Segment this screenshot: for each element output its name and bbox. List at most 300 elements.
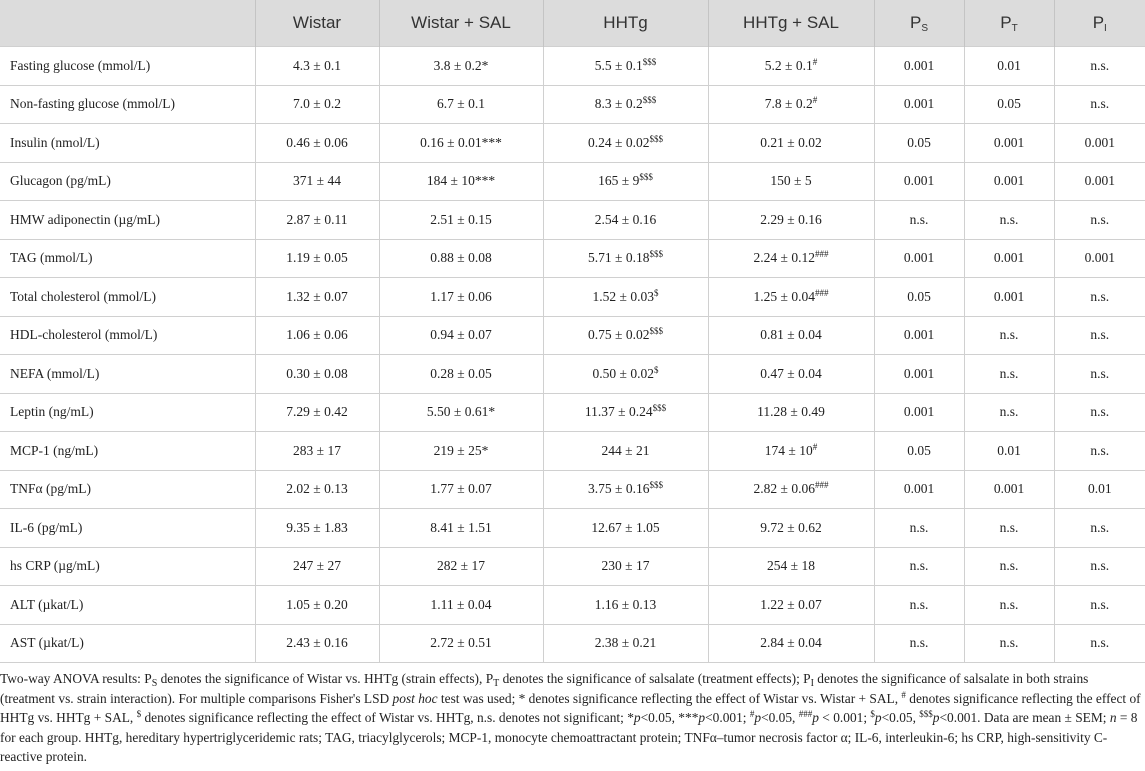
- table-header-row: [0, 0, 1145, 47]
- table-cell: [964, 509, 1054, 548]
- table-row: [0, 124, 1145, 163]
- table-cell: [379, 239, 543, 278]
- significance-marker: $$$: [649, 133, 663, 144]
- cell-value: 1.17 ± 0.06: [430, 288, 492, 304]
- footnote-segment: p: [754, 710, 762, 726]
- cell-value: 1.06 ± 0.06: [286, 327, 348, 343]
- footnote-segment: denotes the significance of Wistar vs. HHTg (strain effects), P: [157, 671, 494, 686]
- cell-value: 5.2 ± 0.1: [764, 57, 813, 73]
- cell-value: 2.54 ± 0.16: [594, 211, 657, 227]
- table-row: [0, 201, 1145, 240]
- cell-value: 150 ± 5: [770, 173, 812, 189]
- table-cell: [255, 547, 379, 586]
- cell-value: 0.94 ± 0.07: [430, 327, 492, 343]
- table-cell: [255, 201, 379, 240]
- table-cell: [543, 509, 708, 548]
- table-cell: [379, 509, 543, 548]
- table-row: [0, 239, 1145, 278]
- table-cell: [1054, 201, 1145, 240]
- table-cell: [708, 470, 874, 509]
- table-cell: [379, 85, 543, 124]
- cell-value: 0.001: [1084, 250, 1115, 266]
- table-cell: [379, 393, 543, 432]
- cell-value: 0.001: [903, 250, 935, 266]
- cell-value: 1.77 ± 0.07: [430, 481, 492, 497]
- cell-value: 282 ± 17: [437, 558, 485, 574]
- row-label-cell: [0, 85, 255, 124]
- table-cell: [874, 201, 964, 240]
- cell-value: 184 ± 10***: [426, 173, 496, 189]
- cell-value: n.s.: [909, 211, 929, 227]
- table-cell: [543, 624, 708, 663]
- row-label: Fasting glucose (mmol/L): [10, 57, 151, 73]
- table-cell: [708, 624, 874, 663]
- row-label-cell: [0, 470, 255, 509]
- table-cell: [874, 393, 964, 432]
- table-cell: [543, 162, 708, 201]
- cell-value: 6.7 ± 0.1: [437, 96, 485, 112]
- table-cell: [708, 509, 874, 548]
- table-cell: [964, 162, 1054, 201]
- table-cell: [964, 355, 1054, 394]
- cell-value: 0.05: [907, 442, 931, 458]
- table-cell: [255, 239, 379, 278]
- table-cell: [964, 85, 1054, 124]
- table-cell: [543, 201, 708, 240]
- table-cell: [543, 470, 708, 509]
- table-cell: [255, 509, 379, 548]
- cell-value: n.s.: [999, 519, 1019, 535]
- cell-value: 247 ± 27: [293, 558, 341, 574]
- cell-value: 230 ± 17: [601, 558, 650, 574]
- significance-marker: ###: [814, 249, 829, 260]
- cell-value: 0.001: [993, 481, 1025, 497]
- cell-value: 0.001: [903, 96, 935, 112]
- footnote-segment: = 8 for each group. HHTg, hereditary hypertriglyceridemic rats; TAG, triacylglycerols; MCP-1, monocyte chemoattractant protein; TNFα–tumor necrosis factor α; IL-6, interleukin-6; hs CRP, high-sensitivity C-reactive protein.: [0, 710, 1138, 765]
- significance-marker: ###: [814, 480, 829, 491]
- significance-marker: $: [653, 364, 659, 375]
- cell-value: 9.72 ± 0.62: [760, 519, 822, 535]
- row-label: TAG (mmol/L): [10, 250, 93, 266]
- footnote-segment: p: [633, 710, 641, 726]
- cell-value: 0.001: [993, 250, 1025, 266]
- table-row: [0, 47, 1145, 86]
- cell-value: n.s.: [909, 519, 929, 535]
- cell-value: 1.32 ± 0.07: [286, 288, 348, 304]
- cell-value: n.s.: [1090, 404, 1110, 420]
- column-header-subscript: T: [1011, 23, 1018, 34]
- footnote-segment: ˂0.001. Data are mean ± SEM;: [939, 710, 1110, 726]
- row-label: Non-fasting glucose (mmol/L): [10, 96, 175, 112]
- cell-value: 2.82 ± 0.06: [753, 481, 815, 497]
- row-label-cell: [0, 509, 255, 548]
- table-cell: [543, 47, 708, 86]
- table-row: [0, 278, 1145, 317]
- cell-value: 5.71 ± 0.18: [588, 250, 650, 266]
- footnote-segment: n: [1109, 710, 1117, 726]
- table-cell: [255, 586, 379, 625]
- table-cell: [255, 162, 379, 201]
- row-label-cell: [0, 162, 255, 201]
- cell-value: 0.28 ± 0.05: [430, 365, 492, 381]
- cell-value: n.s.: [1090, 596, 1110, 612]
- table-cell: [255, 355, 379, 394]
- cell-value: 371 ± 44: [293, 173, 341, 189]
- cell-value: 0.001: [903, 173, 935, 189]
- column-header: [379, 0, 543, 47]
- cell-value: 0.001: [903, 365, 935, 381]
- table-cell: [874, 470, 964, 509]
- cell-value: 9.35 ± 1.83: [286, 519, 348, 535]
- table-body: [0, 47, 1145, 663]
- footnote-segment: $$$: [919, 709, 933, 720]
- table-row: [0, 85, 1145, 124]
- row-label: Glucagon (pg/mL): [10, 173, 111, 189]
- table-cell: [1054, 162, 1145, 201]
- table-cell: [874, 124, 964, 163]
- table-cell: [379, 470, 543, 509]
- row-label: NEFA (mmol/L): [10, 365, 100, 381]
- cell-value: 0.21 ± 0.02: [760, 134, 822, 150]
- table-row: [0, 586, 1145, 625]
- table-cell: [543, 355, 708, 394]
- table-cell: [874, 624, 964, 663]
- cell-value: n.s.: [1090, 442, 1110, 458]
- table-cell: [255, 470, 379, 509]
- table-cell: [543, 85, 708, 124]
- column-header: [1054, 0, 1145, 47]
- table-footnote: [0, 663, 1145, 767]
- row-label: ALT (µkat/L): [10, 596, 84, 612]
- table-row: [0, 316, 1145, 355]
- table-cell: [964, 124, 1054, 163]
- table-cell: [543, 393, 708, 432]
- footnote-segment: I: [810, 678, 814, 689]
- table-cell: [964, 278, 1054, 317]
- footnote-segment: #: [901, 689, 906, 700]
- table-cell: [874, 432, 964, 471]
- table-cell: [874, 162, 964, 201]
- cell-value: 0.30 ± 0.08: [286, 365, 348, 381]
- table-cell: [543, 278, 708, 317]
- cell-value: 2.38 ± 0.21: [594, 635, 657, 651]
- cell-value: 1.16 ± 0.13: [594, 596, 657, 612]
- table-cell: [708, 47, 874, 86]
- row-label-cell: [0, 547, 255, 586]
- significance-marker: $$$: [639, 172, 653, 183]
- table-cell: [708, 239, 874, 278]
- table-cell: [379, 47, 543, 86]
- table-cell: [379, 162, 543, 201]
- cell-value: 0.001: [903, 57, 935, 73]
- table-cell: [964, 201, 1054, 240]
- column-header: [0, 0, 255, 47]
- cell-value: n.s.: [1090, 519, 1110, 535]
- table-cell: [874, 316, 964, 355]
- cell-value: 7.8 ± 0.2: [764, 96, 813, 112]
- table-cell: [708, 278, 874, 317]
- table-cell: [255, 432, 379, 471]
- cell-value: 0.47 ± 0.04: [760, 365, 822, 381]
- cell-value: 0.001: [993, 134, 1025, 150]
- table-cell: [379, 624, 543, 663]
- table-cell: [1054, 586, 1145, 625]
- row-label-cell: [0, 278, 255, 317]
- footnote-segment: p: [874, 710, 882, 726]
- row-label: TNFα (pg/mL): [10, 481, 91, 497]
- significance-marker: $$$: [649, 326, 663, 337]
- table-cell: [708, 393, 874, 432]
- table-cell: [379, 124, 543, 163]
- cell-value: n.s.: [909, 635, 929, 651]
- table-cell: [255, 47, 379, 86]
- cell-value: n.s.: [1090, 635, 1110, 651]
- row-label-cell: [0, 316, 255, 355]
- column-header: [874, 0, 964, 47]
- table-row: [0, 509, 1145, 548]
- cell-value: 283 ± 17: [293, 442, 341, 458]
- significance-marker: $$$: [652, 403, 667, 414]
- table-cell: [1054, 85, 1145, 124]
- cell-value: 2.29 ± 0.16: [760, 211, 822, 227]
- table-cell: [1054, 624, 1145, 663]
- cell-value: 0.001: [993, 173, 1025, 189]
- table-cell: [379, 432, 543, 471]
- column-header: [964, 0, 1054, 47]
- footnote-segment: p: [698, 710, 706, 726]
- row-label-cell: [0, 239, 255, 278]
- column-header-label: HHTg + SAL: [743, 13, 839, 32]
- cell-value: n.s.: [999, 327, 1019, 343]
- table-cell: [708, 316, 874, 355]
- table-cell: [1054, 470, 1145, 509]
- table-row: [0, 547, 1145, 586]
- table-cell: [708, 586, 874, 625]
- table-cell: [543, 586, 708, 625]
- column-header: [255, 0, 379, 47]
- cell-value: 0.46 ± 0.06: [286, 134, 348, 150]
- footnote-segment: ˂0.05,: [761, 710, 799, 726]
- table-cell: [1054, 393, 1145, 432]
- footnote-segment: test was used; * denotes significance reflecting the effect of Wistar vs. Wistar + SAL,: [437, 690, 902, 706]
- cell-value: 2.87 ± 0.11: [286, 211, 348, 227]
- significance-marker: #: [812, 95, 818, 106]
- table-cell: [874, 586, 964, 625]
- column-header: [543, 0, 708, 47]
- column-header-label: P: [1092, 13, 1105, 32]
- table-cell: [1054, 47, 1145, 86]
- footnote-segment: ###: [798, 709, 813, 720]
- footnote-segment: p: [812, 710, 819, 726]
- row-label-cell: [0, 393, 255, 432]
- cell-value: 1.19 ± 0.05: [286, 250, 348, 266]
- cell-value: 0.01: [997, 442, 1021, 458]
- significance-marker: $$$: [649, 249, 663, 260]
- column-header-label: Wistar + SAL: [411, 13, 511, 32]
- table-cell: [964, 432, 1054, 471]
- footnote-segment: ˂0.05, ***: [640, 710, 699, 726]
- table-cell: [964, 470, 1054, 509]
- table-cell: [964, 239, 1054, 278]
- footnote-segment: T: [493, 678, 500, 689]
- cell-value: 0.001: [993, 288, 1025, 304]
- table-cell: [874, 85, 964, 124]
- table-cell: [255, 124, 379, 163]
- cell-value: n.s.: [909, 558, 929, 574]
- cell-value: 0.05: [907, 288, 931, 304]
- cell-value: 0.001: [903, 327, 935, 343]
- cell-value: n.s.: [1090, 96, 1110, 112]
- table-cell: [255, 624, 379, 663]
- table-cell: [379, 316, 543, 355]
- table-cell: [874, 509, 964, 548]
- table-cell: [1054, 509, 1145, 548]
- footnote-segment: post hoc: [392, 690, 438, 706]
- significance-marker: $: [653, 287, 659, 298]
- column-header-label: HHTg: [603, 13, 648, 32]
- table-cell: [543, 432, 708, 471]
- row-label-cell: [0, 586, 255, 625]
- cell-value: 8.41 ± 1.51: [430, 519, 492, 535]
- row-label: AST (µkat/L): [10, 635, 84, 651]
- row-label: HDL-cholesterol (mmol/L): [10, 327, 158, 343]
- cell-value: 5.5 ± 0.1: [594, 57, 643, 73]
- table-cell: [708, 85, 874, 124]
- row-label-cell: [0, 624, 255, 663]
- cell-value: 0.75 ± 0.02: [588, 327, 650, 343]
- column-header-subscript: I: [1104, 23, 1107, 34]
- table-cell: [543, 316, 708, 355]
- table-cell: [874, 355, 964, 394]
- cell-value: 2.24 ± 0.12: [753, 250, 815, 266]
- cell-value: 2.72 ± 0.51: [430, 635, 492, 651]
- cell-value: 1.11 ± 0.04: [430, 596, 492, 612]
- cell-value: 0.24 ± 0.02: [588, 134, 650, 150]
- table-cell: [708, 432, 874, 471]
- cell-value: 11.28 ± 0.49: [757, 404, 825, 420]
- footnote-segment: ˂0.05,: [881, 710, 920, 726]
- column-header-label: Wistar: [292, 13, 342, 32]
- table-cell: [255, 278, 379, 317]
- row-label-cell: [0, 355, 255, 394]
- cell-value: 244 ± 21: [601, 442, 650, 458]
- table-cell: [708, 162, 874, 201]
- cell-value: n.s.: [999, 635, 1019, 651]
- table-cell: [708, 201, 874, 240]
- footnote-segment: p: [932, 710, 940, 726]
- row-label-cell: [0, 124, 255, 163]
- footnote-segment: $: [870, 709, 875, 720]
- cell-value: 0.88 ± 0.08: [430, 250, 492, 266]
- footnote-segment: ˂0.001;: [705, 710, 750, 726]
- table-cell: [964, 47, 1054, 86]
- cell-value: 0.001: [903, 404, 935, 420]
- cell-value: 3.75 ± 0.16: [588, 481, 650, 497]
- footnote-segment: #: [749, 709, 755, 720]
- table-cell: [874, 278, 964, 317]
- cell-value: n.s.: [999, 365, 1019, 381]
- significance-marker: $$$: [642, 56, 657, 67]
- row-label-cell: [0, 432, 255, 471]
- row-label: HMW adiponectin (µg/mL): [10, 211, 160, 227]
- cell-value: n.s.: [909, 596, 929, 612]
- cell-value: 11.37 ± 0.24: [584, 404, 653, 420]
- cell-value: 0.05: [907, 134, 931, 150]
- cell-value: n.s.: [999, 211, 1019, 227]
- footnote-segment: Two-way ANOVA results: P: [0, 671, 152, 686]
- cell-value: 2.51 ± 0.15: [430, 211, 492, 227]
- significance-marker: ###: [814, 287, 829, 298]
- cell-value: 0.81 ± 0.04: [760, 327, 822, 343]
- footnote-segment: denotes the significance of salsalate (treatment effects); P: [499, 671, 811, 686]
- table-cell: [255, 316, 379, 355]
- cell-value: 2.43 ± 0.16: [286, 635, 348, 651]
- table-cell: [964, 393, 1054, 432]
- cell-value: n.s.: [1090, 558, 1110, 574]
- footnote-segment: S: [151, 678, 158, 689]
- cell-value: 219 ± 25*: [433, 442, 489, 458]
- cell-value: 0.50 ± 0.02: [592, 365, 654, 381]
- cell-value: n.s.: [999, 558, 1019, 574]
- significance-marker: $$$: [642, 95, 657, 106]
- table-cell: [708, 124, 874, 163]
- cell-value: 0.001: [1084, 134, 1115, 150]
- cell-value: 0.05: [997, 96, 1021, 112]
- cell-value: n.s.: [1090, 288, 1110, 304]
- row-label: IL-6 (pg/mL): [10, 519, 83, 535]
- column-header-label: P: [1000, 13, 1012, 32]
- cell-value: 0.001: [1084, 173, 1115, 189]
- cell-value: n.s.: [1090, 211, 1110, 227]
- row-label: Leptin (ng/mL): [10, 404, 94, 420]
- significance-marker: #: [812, 56, 818, 67]
- table-cell: [379, 355, 543, 394]
- table-cell: [543, 124, 708, 163]
- cell-value: 5.50 ± 0.61*: [426, 404, 496, 420]
- row-label-cell: [0, 201, 255, 240]
- cell-value: n.s.: [999, 404, 1019, 420]
- cell-value: 174 ± 10: [764, 442, 813, 458]
- table-cell: [379, 278, 543, 317]
- row-label-cell: [0, 47, 255, 86]
- cell-value: 0.01: [1087, 481, 1112, 497]
- cell-value: 1.22 ± 0.07: [760, 596, 822, 612]
- table-cell: [874, 239, 964, 278]
- table-cell: [1054, 355, 1145, 394]
- table-cell: [874, 547, 964, 586]
- footnote-segment: denotes significance reflecting the effect of HHTg vs. HHTg + SAL,: [0, 690, 1141, 726]
- cell-value: 7.0 ± 0.2: [293, 96, 341, 112]
- table-cell: [1054, 432, 1145, 471]
- table-cell: [964, 316, 1054, 355]
- cell-value: 4.3 ± 0.1: [293, 57, 341, 73]
- table-cell: [379, 547, 543, 586]
- table-cell: [708, 355, 874, 394]
- cell-value: 1.05 ± 0.20: [286, 596, 348, 612]
- table-cell: [708, 547, 874, 586]
- row-label: MCP-1 (ng/mL): [10, 442, 99, 458]
- cell-value: 1.25 ± 0.04: [753, 288, 815, 304]
- cell-value: 8.3 ± 0.2: [594, 96, 643, 112]
- row-label: Insulin (nmol/L): [10, 134, 100, 150]
- table-row: [0, 393, 1145, 432]
- cell-value: n.s.: [1090, 57, 1110, 73]
- footnote-segment: $: [136, 709, 142, 720]
- cell-value: 0.16 ± 0.01***: [420, 134, 502, 150]
- table-row: [0, 162, 1145, 201]
- table-cell: [964, 586, 1054, 625]
- cell-value: 2.84 ± 0.04: [760, 635, 822, 651]
